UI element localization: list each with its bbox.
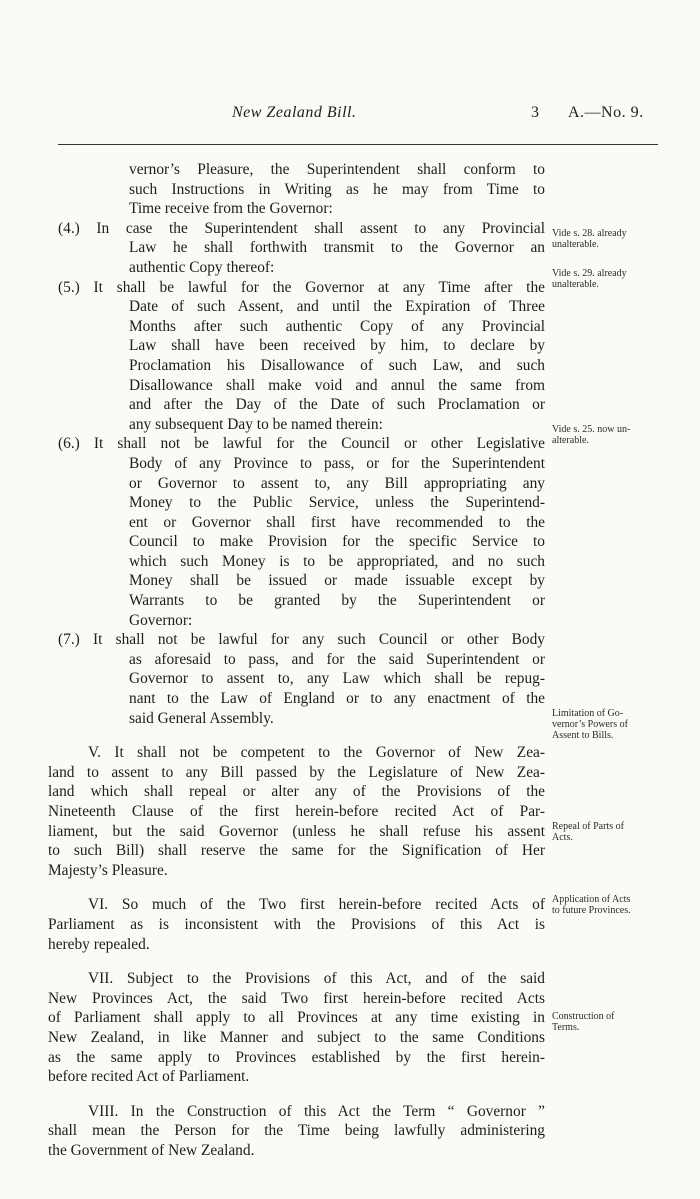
body-line: Council to make Provision for the specific Service to	[129, 533, 545, 551]
body-line: Time receive from the Governor:	[129, 200, 333, 218]
document-reference: A.—No. 9.	[568, 104, 644, 121]
margin-note-line: Repeal of Parts of	[552, 821, 624, 832]
body-line: Majesty’s Pleasure.	[48, 861, 168, 879]
margin-note-line: Application of Acts	[552, 894, 631, 905]
margin-note-line: unalterable.	[552, 279, 599, 290]
body-line: land which shall repeal or alter any of the Provisions of the	[48, 783, 545, 801]
body-line: V. It shall not be competent to the Governor of New Zea-	[88, 744, 545, 762]
body-line: New Provinces Act, the said Two first herein-before recited Acts	[48, 989, 545, 1007]
body-line: as aforesaid to pass, and for the said Superintendent or	[129, 650, 545, 668]
body-line: New Zealand, in like Manner and subject to the same Conditions	[48, 1028, 545, 1046]
margin-note-line: alterable.	[552, 435, 589, 446]
margin-note-line: Terms.	[552, 1022, 580, 1033]
paragraph-gap	[48, 1087, 545, 1102]
paragraph-gap	[48, 728, 545, 743]
body-line: the Government of New Zealand.	[48, 1141, 255, 1159]
body-line: shall mean the Person for the Time being lawfully administering	[48, 1122, 545, 1140]
page-header	[0, 104, 700, 126]
body-line: such Instructions in Writing as he may from Time to	[129, 180, 545, 198]
margin-note-line: Vide s. 25. now un-	[552, 424, 631, 435]
body-line: ent or Governor shall first have recommended to the	[129, 513, 545, 531]
body-line: as the same apply to Provinces established by the first herein-	[48, 1048, 545, 1066]
paragraph-gap	[48, 954, 545, 969]
margin-note-line: Construction of	[552, 1011, 615, 1022]
margin-note	[552, 424, 686, 446]
body-line: before recited Act of Parliament.	[48, 1068, 250, 1086]
body-text	[48, 160, 545, 1161]
body-line: nant to the Law of England or to any enactment of the	[129, 690, 545, 708]
margin-note	[552, 821, 686, 843]
margin-note-line: Vide s. 29. already	[552, 268, 627, 279]
body-line: or Governor to assent to, any Bill appropriating any	[129, 474, 545, 492]
body-line: liament, but the said Governor (unless he shall refuse his assent	[48, 822, 545, 840]
margin-note	[552, 894, 686, 916]
margin-note	[552, 228, 686, 250]
body-line: which such Money is to be appropriated, and no such	[129, 552, 545, 570]
margin-note-line: to future Provinces.	[552, 905, 631, 916]
clause-first-line: (7.) It shall not be lawful for any such Council or other Body	[58, 631, 545, 649]
running-title: New Zealand Bill.	[232, 104, 357, 121]
margin-note-line: Limitation of Go-	[552, 708, 624, 719]
clause-first-line: (4.) In case the Superintendent shall assent to any Provincial	[58, 219, 545, 237]
margin-note	[552, 268, 686, 290]
body-line: Nineteenth Clause of the first herein-before recited Act of Par-	[48, 803, 545, 820]
body-line: Disallowance shall make void and annul the same from	[129, 376, 545, 394]
margin-note-line: vernor’s Powers of	[552, 719, 628, 730]
margin-note-line: unalterable.	[552, 239, 599, 250]
clause-first-line: (5.) It shall be lawful for the Governor at any Time after the	[58, 278, 545, 296]
body-line: Money to the Public Service, unless the Superintend-	[129, 494, 545, 512]
header-rule	[58, 144, 658, 145]
body-line: hereby repealed.	[48, 935, 150, 953]
body-line: Body of any Province to pass, or for the Superintendent	[129, 454, 545, 472]
body-line: to such Bill) shall reserve the same for the Signification of Her	[48, 842, 545, 860]
body-line: Governor:	[129, 611, 193, 629]
page-number: 3	[531, 104, 539, 121]
body-line: any subsequent Day to be named therein:	[129, 415, 383, 433]
margin-note	[552, 708, 686, 741]
body-line: VII. Subject to the Provisions of this Act, and of the said	[88, 970, 545, 988]
body-line: Money shall be issued or made issuable except by	[129, 572, 545, 590]
body-line: of Parliament shall apply to all Provinces at any time existing in	[48, 1009, 545, 1027]
body-line: Parliament as is inconsistent with the Provisions of this Act is	[48, 915, 545, 933]
body-line: vernor’s Pleasure, the Superintendent shall conform to	[129, 161, 545, 178]
body-line: authentic Copy thereof:	[129, 258, 275, 276]
body-line: said General Assembly.	[129, 709, 274, 727]
paragraph-gap	[48, 880, 545, 895]
body-line: and after the Day of the Date of such Proclamation or	[129, 396, 545, 414]
body-line: Law he shall forthwith transmit to the Governor an	[129, 239, 545, 257]
body-line: Date of such Assent, and until the Expiration of Three	[129, 298, 545, 316]
clause-first-line: (6.) It shall not be lawful for the Council or other Legislative	[58, 435, 545, 453]
body-line: Proclamation his Disallowance of such Law, and such	[129, 356, 545, 374]
body-line: VIII. In the Construction of this Act the Term “ Governor ”	[88, 1102, 545, 1120]
margin-note	[552, 1011, 686, 1033]
margin-note-line: Assent to Bills.	[552, 730, 614, 741]
body-line: Months after such authentic Copy of any Provincial	[129, 317, 545, 335]
body-line: Warrants to be granted by the Superintendent or	[129, 592, 545, 610]
body-line: VI. So much of the Two first herein-before recited Acts of	[88, 896, 545, 914]
body-line: Law shall have been received by him, to declare by	[129, 337, 545, 355]
margin-note-line: Vide s. 28. already	[552, 228, 627, 239]
body-line: land to assent to any Bill passed by the Legislature of New Zea-	[48, 763, 545, 781]
margin-note-line: Acts.	[552, 832, 573, 843]
body-line: Governor to assent to, any Law which shall be repug-	[129, 670, 545, 688]
